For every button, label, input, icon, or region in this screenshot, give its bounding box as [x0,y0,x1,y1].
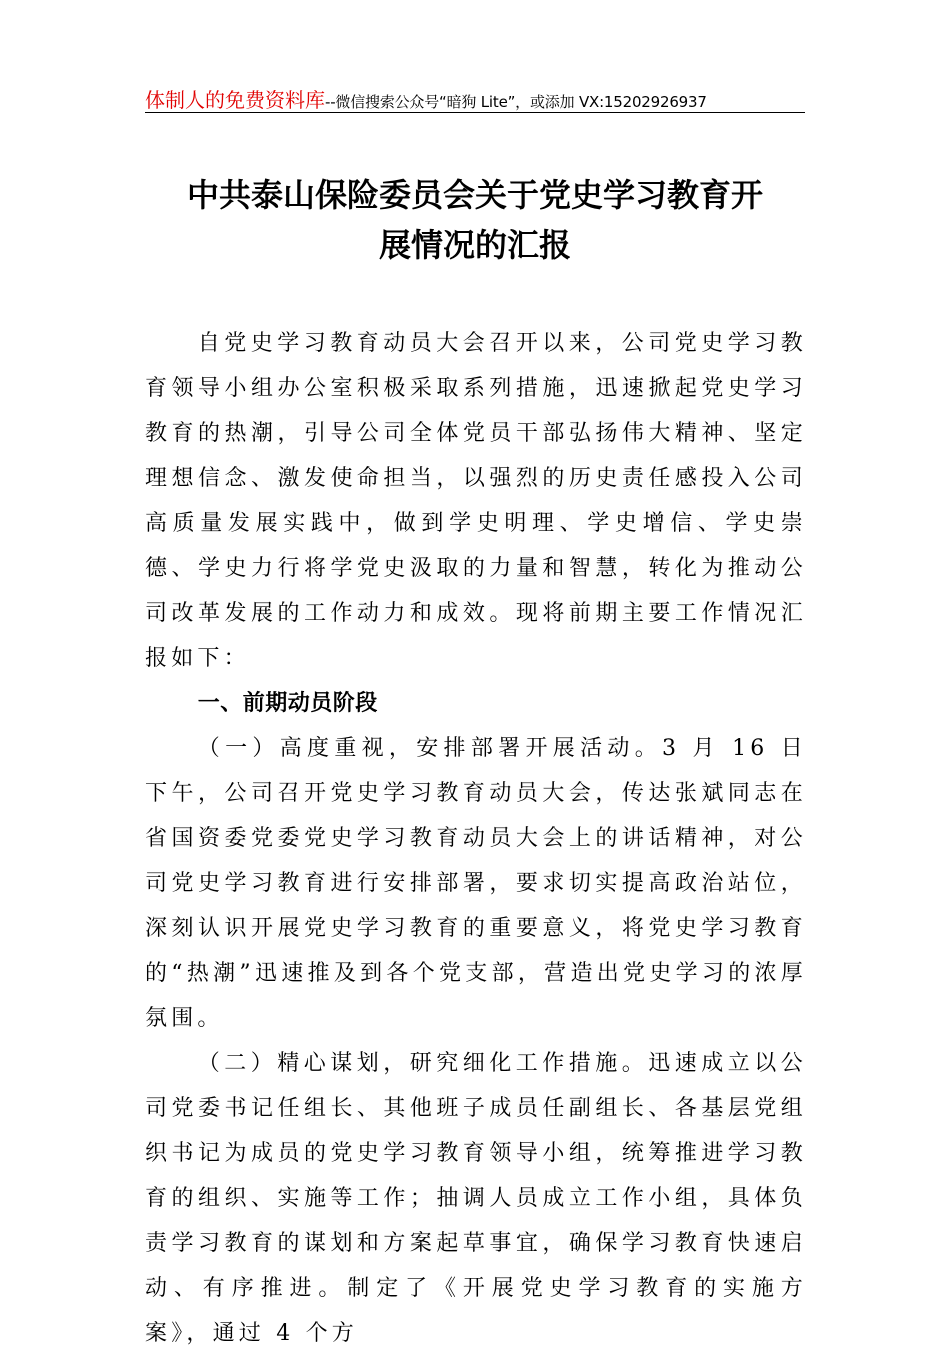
header-note: --微信搜索公众号“暗狗 Lite”，或添加 VX:15202926937 [325,93,707,111]
document-body [145,321,807,1356]
header-brand: 体制人的免费资料库 [145,88,325,112]
title-line-2: 展情况的汇报 [378,226,571,264]
document-title [145,170,805,270]
item-2-paragraph: （二）精心谋划，研究细化工作措施。迅速成立以公司党委书记任组长、其他班子成员任副组长、各基层党组织书记为成员的党史学习教育领导小组，统筹推进学习教育的组织、实施等工作；抽调人员成立工作小组，具体负责学习教育的谋划和方案起草事宜，确保学习教育快速启动、有序推进。制定了《开展党史学习教育的实施方案》，通过 4 个方 [145,1051,807,1346]
section-heading: 一、前期动员阶段 [197,691,378,716]
title-line-1: 中共泰山保险委员会关于党史学习教育开 [186,176,763,214]
item-1-paragraph: （一）高度重视，安排部署开展活动。3 月 16 日下午，公司召开党史学习教育动员大会，传达张斌同志在省国资委党委党史学习教育动员大会上的讲话精神，对公司党史学习教育进行安排部署，要求切实提高政治站位，深刻认识开展党史学习教育的重要意义，将党史学习教育的“热潮”迅速推及到各个党支部，营造出党史学习的浓厚氛围。 [145,736,807,1031]
page-header [145,84,805,113]
intro-paragraph: 自党史学习教育动员大会召开以来，公司党史学习教育领导小组办公室积极采取系列措施，迅速掀起党史学习教育的热潮，引导公司全体党员干部弘扬伟大精神、坚定理想信念、激发使命担当，以强烈的历史责任感投入公司高质量发展实践中，做到学史明理、学史增信、学史崇德、学史力行将学党史汲取的力量和智慧，转化为推动公司改革发展的工作动力和成效。现将前期主要工作情况汇报如下： [145,331,807,671]
